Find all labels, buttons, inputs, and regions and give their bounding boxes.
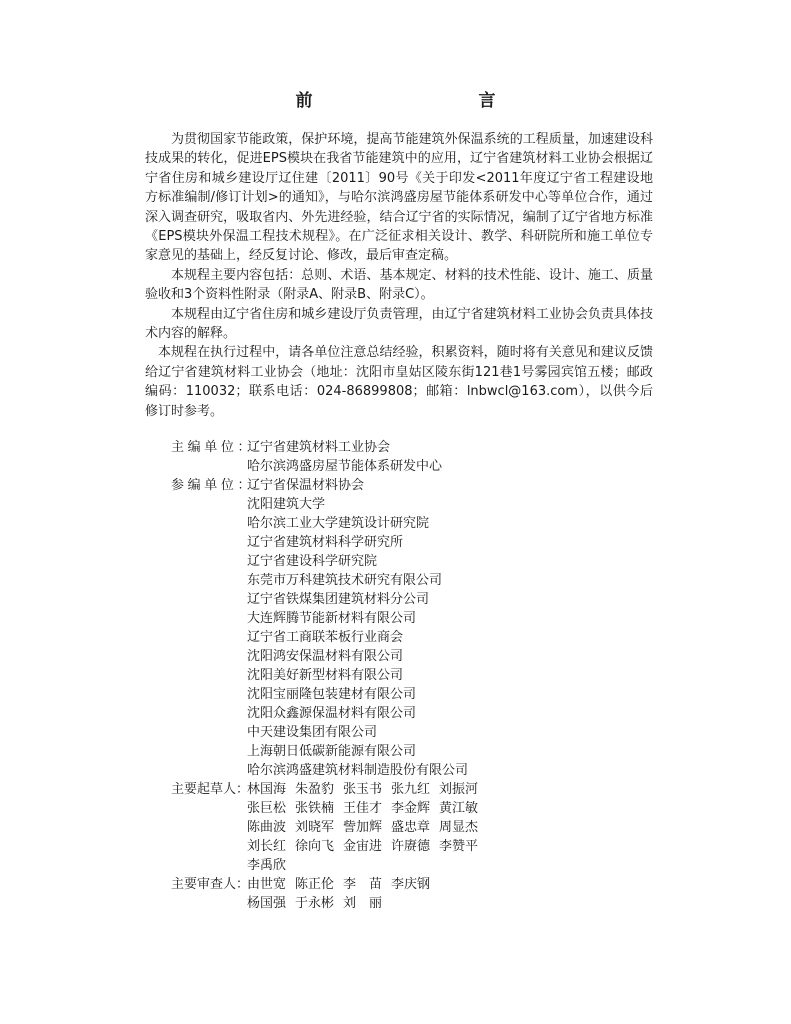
reviewer-list (247, 875, 651, 913)
unit-name: 辽宁省建筑材料工业协会 (247, 440, 391, 455)
unit-name: 辽宁省建设科学研究院 (247, 554, 378, 569)
participating-unit-label: 参编单位： (171, 478, 255, 493)
participating-unit-list (247, 476, 651, 780)
person-name: 张巨松 (247, 801, 287, 816)
person-name: 陈曲波 (247, 820, 287, 835)
drafter-group (171, 780, 651, 875)
participating-unit-group (171, 476, 651, 780)
preface-paragraph: 为贯彻国家节能政策，保护环境，提高节能建筑外保温系统的工程质量，加速建设科技成果的转化，促进EPS模块在我省节能建筑中的应用，辽宁省建筑材料工业协会根据辽宁省住房和城乡建设厅辽住建〔2011〕90号《关于印发<2011年度辽宁省工程建设地方标准编制/修订计划>的通知》，与哈尔滨鸿盛房屋节能体系研发中心等单位合作，通过深入调查研究，吸取省内、外先进经验，结合辽宁省的实际情况，编制了辽宁省地方标准《EPS模块外保温工程技术规程》。在广泛征求相关设计、教学、科研院所和施工单位专家意见的基础上，经反复讨论、修改，最后审查定稿。 (145, 132, 653, 264)
reviewer-group (171, 875, 651, 913)
drafter-list (247, 780, 651, 875)
unit-name: 沈阳鸿安保温材料有限公司 (247, 649, 404, 664)
unit-name: 辽宁省建筑材料科学研究所 (247, 535, 404, 550)
person-name: 徐向飞 (295, 839, 335, 854)
name-row (247, 856, 651, 875)
preface-body (145, 130, 653, 421)
person-name: 訾加辉 (343, 820, 383, 835)
person-name: 林国海 (247, 782, 287, 797)
page-title: 前 言 (295, 91, 540, 111)
person-name: 李禹欣 (247, 858, 287, 873)
person-name: 陈正伦 (295, 877, 335, 892)
drafter-label: 主要起草人： (171, 782, 250, 797)
person-name: 刘晓军 (295, 820, 335, 835)
preface-paragraph: 本规程由辽宁省住房和城乡建设厅负责管理，由辽宁省建筑材料工业协会负责具体技术内容的解释。 (145, 306, 653, 342)
unit-name: 中天建设集团有限公司 (247, 725, 378, 740)
person-name: 刘 丽 (343, 896, 383, 911)
reviewer-label: 主要审查人： (171, 877, 250, 892)
chief-editor-group (171, 438, 651, 476)
person-name: 李赞平 (439, 839, 479, 854)
person-name: 朱盈豹 (295, 782, 335, 797)
person-name: 张九红 (391, 782, 431, 797)
name-row (247, 875, 651, 894)
person-name: 李金辉 (391, 801, 431, 816)
unit-name: 辽宁省铁煤集团建筑材料分公司 (247, 592, 430, 607)
person-name: 盛忠章 (391, 820, 431, 835)
person-name: 王佳才 (343, 801, 383, 816)
unit-name: 哈尔滨鸿盛建筑材料制造股份有限公司 (247, 763, 469, 778)
person-name: 刘振河 (439, 782, 479, 797)
chief-editor-list (247, 438, 651, 476)
person-name: 李 苗 (343, 877, 383, 892)
person-name: 于永彬 (295, 896, 335, 911)
name-row (247, 780, 651, 799)
unit-name: 沈阳建筑大学 (247, 497, 326, 512)
person-name: 许赓德 (391, 839, 431, 854)
person-name: 周显杰 (439, 820, 479, 835)
person-name: 刘长红 (247, 839, 287, 854)
unit-name: 辽宁省保温材料协会 (247, 478, 365, 493)
person-name: 由世宽 (247, 877, 287, 892)
unit-name: 哈尔滨工业大学建筑设计研究院 (247, 516, 430, 531)
person-name: 金宙进 (343, 839, 383, 854)
unit-name: 辽宁省工商联苯板行业商会 (247, 630, 404, 645)
name-row (247, 894, 651, 913)
person-name: 黄江敏 (439, 801, 479, 816)
preface-paragraph: 本规程在执行过程中，请各单位注意总结经验，积累资料，随时将有关意见和建议反馈给辽宁省建筑材料工业协会（地址：沈阳市皇姑区陵东街121巷1号雾园宾馆五楼；邮政编码：110032；联系电话：024-86899808；邮箱：lnbwcl@163.com），以供今后修订时参考。 (145, 345, 653, 419)
name-row (247, 837, 651, 856)
unit-name: 东莞市万科建筑技术研究有限公司 (247, 573, 443, 588)
person-name: 李庆钢 (391, 877, 431, 892)
credits-section (171, 438, 651, 913)
person-name: 张铁楠 (295, 801, 335, 816)
chief-editor-label: 主编单位： (171, 440, 255, 455)
unit-name: 哈尔滨鸿盛房屋节能体系研发中心 (247, 459, 443, 474)
preface-paragraph: 本规程主要内容包括：总则、术语、基本规定、材料的技术性能、设计、施工、质量验收和3个资料性附录（附录A、附录B、附录C）。 (145, 267, 653, 303)
unit-name: 沈阳众鑫源保温材料有限公司 (247, 706, 417, 721)
unit-name: 沈阳宝丽隆包装建材有限公司 (247, 687, 417, 702)
name-row (247, 818, 651, 837)
unit-name: 上海朝日低碳新能源有限公司 (247, 744, 417, 759)
name-row (247, 799, 651, 818)
person-name: 杨国强 (247, 896, 287, 911)
unit-name: 沈阳美好新型材料有限公司 (247, 668, 404, 683)
unit-name: 大连辉腾节能新材料有限公司 (247, 611, 417, 626)
person-name: 张玉书 (343, 782, 383, 797)
